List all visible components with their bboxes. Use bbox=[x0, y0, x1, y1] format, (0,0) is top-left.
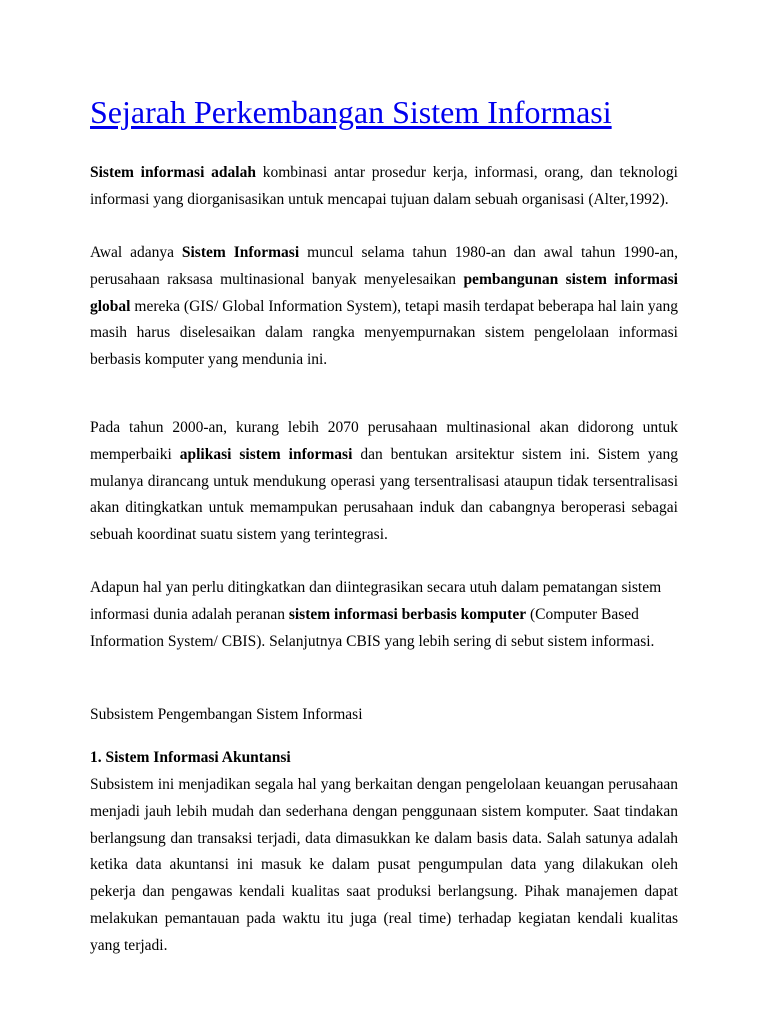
bold-term: Sistem informasi adalah bbox=[90, 164, 256, 181]
paragraph-text: dan bentukan arsitektur sistem ini. Sistem yang mulanya dirancang untuk mendukung operasi yang tersentralisasi ataupun tidak tersentralisasi akan ditingkatkan untuk memampukan perusahaan induk dan cabangnya beroperasi sebagai sebuah koordinat suatu sistem yang terintegrasi. bbox=[90, 445, 678, 544]
paragraph-2000s bbox=[90, 415, 678, 549]
document-title-link[interactable]: Sejarah Perkembangan Sistem Informasi bbox=[90, 94, 612, 130]
bold-term: Sistem Informasi bbox=[181, 244, 300, 261]
bold-term: sistem informasi berbasis komputer bbox=[288, 605, 527, 623]
paragraph-text: Adapun hal yan perlu ditingkatkan dan diintegrasikan secara utuh dalam pematangan sistem informasi dunia adalah peranan bbox=[90, 579, 662, 623]
section-heading-accounting: 1. Sistem Informasi Akuntansi bbox=[90, 749, 291, 766]
paragraph-text: mereka (GIS/ Global Information System), tetapi masih terdapat beberapa hal lain yang masih harus diselesaikan dalam rangka menyempurnakan sistem pengelolaan informasi berbasis komputer yang mendunia ini. bbox=[90, 297, 678, 369]
paragraph-text: (Computer Based Information System/ CBIS). Selanjutnya CBIS yang lebih sering di sebut sistem informasi. bbox=[90, 605, 655, 650]
paragraph-text: kombinasi antar prosedur kerja, informasi, orang, dan teknologi informasi yang diorganisasikan untuk mencapai tujuan dalam sebuah organisasi (Alter,1992). bbox=[90, 164, 678, 208]
bold-term: aplikasi sistem informasi bbox=[179, 445, 353, 463]
subsystem-heading: Subsistem Pengembangan Sistem Informasi bbox=[90, 706, 363, 723]
paragraph-text: muncul selama tahun 1980-an dan awal tahun 1990-an, perusahaan raksasa multinasional banyak menyelesaikan bbox=[90, 244, 678, 288]
paragraph-early-history bbox=[90, 240, 678, 374]
bold-term: pembangunan sistem informasi global bbox=[90, 270, 678, 315]
paragraph-definition bbox=[90, 160, 678, 214]
paragraph-accounting: Subsistem ini menjadikan segala hal yang berkaitan dengan pengelolaan keuangan perusahaan menjadi jauh lebih mudah dan sederhana dengan penggunaan sistem komputer. Saat tindakan berlangsung dan transaksi terjadi, data dimasukkan ke dalam basis data. Salah satunya adalah ketika data akuntansi ini masuk ke dalam pusat pengumpulan data yang dilakukan oleh pekerja dan pengawas kendali kualitas saat produksi berlangsung. Pihak manajemen dapat melakukan pemantauan pada waktu itu juga (real time) terhadap kegiatan kendali kualitas yang terjadi. bbox=[90, 776, 678, 954]
paragraph-text: Pada tahun 2000-an, kurang lebih 2070 perusahaan multinasional akan didorong untuk memperbaiki bbox=[90, 419, 678, 463]
paragraph-text: Awal adanya bbox=[90, 244, 182, 261]
paragraph-cbis bbox=[90, 575, 678, 655]
